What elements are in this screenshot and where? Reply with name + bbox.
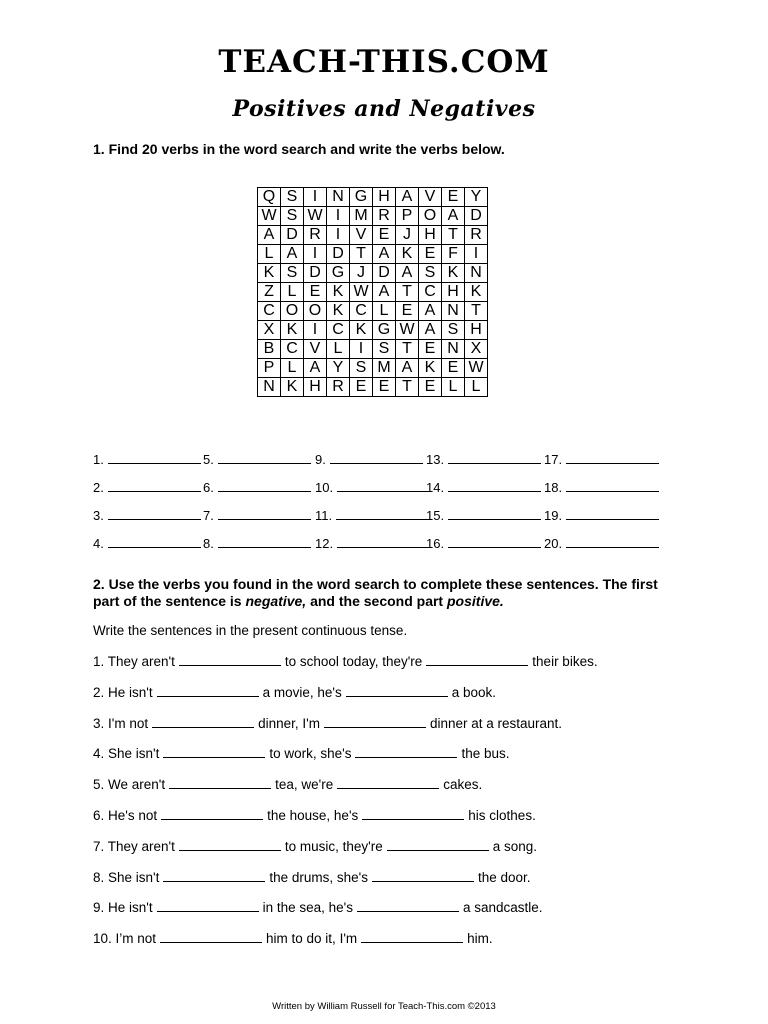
grid-row: [258, 226, 488, 245]
section-2-heading-line-2: part of the sentence is negative, and the second part positive.: [93, 593, 504, 609]
grid-row: [258, 321, 488, 340]
answer-item: [544, 479, 659, 495]
sentence-part-c: the bus.: [461, 746, 510, 762]
grid-cell: E: [442, 359, 465, 378]
sentence-part-b: a movie, he's: [262, 684, 342, 700]
grid-cell: E: [373, 226, 396, 245]
answer-number: 6.: [203, 480, 214, 495]
answer-item: [544, 507, 659, 523]
answer-blank[interactable]: [336, 507, 429, 520]
answer-number: 1.: [93, 452, 104, 467]
answer-blank[interactable]: [448, 535, 541, 548]
grid-cell: G: [327, 264, 350, 283]
grid-cell: H: [442, 283, 465, 302]
grid-cell: K: [442, 264, 465, 283]
answer-blank[interactable]: [566, 535, 659, 548]
grid-cell: I: [465, 245, 488, 264]
answer-blank[interactable]: [218, 507, 311, 520]
grid-cell: A: [396, 264, 419, 283]
sentence-part-a: 3. I'm not: [93, 715, 149, 731]
answer-blank[interactable]: [566, 451, 659, 464]
section-1-heading: 1. Find 20 verbs in the word search and write the verbs below.: [93, 141, 505, 157]
answer-item: [315, 479, 430, 495]
grid-cell: R: [327, 378, 350, 397]
answer-number: 16.: [426, 536, 445, 551]
negative-word: negative,: [245, 593, 307, 609]
sentence-part-a: 2. He isn't: [93, 684, 153, 700]
grid-cell: A: [281, 245, 304, 264]
grid-cell: K: [419, 359, 442, 378]
grid-cell: O: [304, 302, 327, 321]
answer-blank[interactable]: [218, 535, 311, 548]
sentence-blank-2[interactable]: [324, 715, 426, 728]
sentence-item: [93, 745, 510, 761]
answer-item: [315, 451, 423, 467]
answer-blank[interactable]: [108, 535, 201, 548]
sentence-blank-2[interactable]: [361, 930, 463, 943]
grid-cell: A: [396, 188, 419, 207]
grid-row: [258, 378, 488, 397]
answer-blank[interactable]: [448, 507, 541, 520]
answer-item: [203, 535, 311, 551]
sentence-part-c: a song.: [492, 838, 538, 854]
sentence-part-c: him.: [467, 931, 493, 947]
sentence-item: [93, 869, 531, 885]
grid-cell: H: [419, 226, 442, 245]
sentence-item: [93, 684, 496, 700]
worksheet-title: Positives and Negatives: [232, 96, 536, 122]
answer-blank[interactable]: [218, 479, 311, 492]
answer-blank[interactable]: [337, 479, 430, 492]
grid-cell: N: [327, 188, 350, 207]
sentence-part-a: 8. She isn't: [93, 869, 160, 885]
grid-cell: I: [304, 245, 327, 264]
grid-cell: R: [304, 226, 327, 245]
grid-cell: S: [281, 264, 304, 283]
instruction-text: Write the sentences in the present continuous tense.: [93, 623, 408, 638]
sentence-part-b: dinner, I'm: [258, 715, 320, 731]
grid-row: [258, 302, 488, 321]
grid-cell: K: [327, 283, 350, 302]
answer-item: [315, 535, 430, 551]
grid-cell: A: [373, 283, 396, 302]
answer-number: 9.: [315, 452, 326, 467]
grid-cell: L: [465, 378, 488, 397]
grid-cell: L: [281, 359, 304, 378]
grid-cell: K: [465, 283, 488, 302]
grid-cell: A: [373, 245, 396, 264]
sentence-item: [93, 930, 493, 946]
grid-cell: K: [258, 264, 281, 283]
grid-cell: D: [465, 207, 488, 226]
answer-number: 7.: [203, 508, 214, 523]
grid-cell: S: [281, 188, 304, 207]
grid-cell: T: [396, 378, 419, 397]
grid-cell: H: [373, 188, 396, 207]
grid-cell: X: [258, 321, 281, 340]
sentence-blank-1[interactable]: [163, 869, 265, 882]
grid-cell: K: [396, 245, 419, 264]
answer-item: [426, 479, 541, 495]
grid-cell: T: [465, 302, 488, 321]
grid-cell: B: [258, 340, 281, 359]
grid-cell: P: [258, 359, 281, 378]
site-title: TEACH-THIS.COM: [218, 44, 550, 80]
section-2-heading-line-1: 2. Use the verbs you found in the word search to complete these sentences. The first: [93, 576, 658, 592]
grid-cell: O: [419, 207, 442, 226]
grid-cell: J: [396, 226, 419, 245]
sentence-part-a: 9. He isn't: [93, 900, 153, 916]
grid-cell: N: [465, 264, 488, 283]
sentence-blank-2[interactable]: [387, 838, 489, 851]
grid-cell: W: [258, 207, 281, 226]
sentence-part-c: his clothes.: [468, 808, 536, 823]
answer-number: 2.: [93, 480, 104, 495]
sentence-blank-1[interactable]: [163, 745, 265, 758]
sentence-part-b: the drums, she's: [269, 869, 368, 885]
grid-cell: S: [419, 264, 442, 283]
sentence-blank-2[interactable]: [337, 776, 439, 789]
sentence-item: [93, 899, 543, 915]
answer-number: 20.: [544, 536, 563, 551]
answer-blank[interactable]: [566, 479, 659, 492]
positive-word: positive.: [447, 593, 504, 609]
grid-cell: R: [465, 226, 488, 245]
grid-cell: E: [373, 378, 396, 397]
grid-cell: A: [442, 207, 465, 226]
grid-cell: K: [281, 378, 304, 397]
grid-cell: E: [396, 302, 419, 321]
sentence-part-c: the door.: [478, 869, 531, 885]
sentence-item: [93, 807, 536, 823]
grid-cell: V: [304, 340, 327, 359]
sentence-blank-2[interactable]: [426, 653, 528, 666]
grid-cell: A: [419, 302, 442, 321]
grid-cell: A: [304, 359, 327, 378]
answer-blank[interactable]: [108, 479, 201, 492]
grid-cell: I: [327, 207, 350, 226]
grid-cell: C: [281, 340, 304, 359]
grid-cell: V: [350, 226, 373, 245]
grid-cell: Y: [465, 188, 488, 207]
answer-number: 15.: [426, 508, 445, 523]
answer-number: 5.: [203, 452, 214, 467]
sentence-blank-1[interactable]: [157, 899, 259, 912]
sentence-part-a: 5. We aren't: [93, 777, 166, 793]
answer-number: 3.: [93, 508, 104, 523]
grid-cell: J: [350, 264, 373, 283]
grid-cell: X: [465, 340, 488, 359]
answer-number: 12.: [315, 536, 334, 551]
grid-cell: H: [304, 378, 327, 397]
grid-cell: A: [258, 226, 281, 245]
word-search-grid: [257, 187, 488, 397]
grid-cell: F: [442, 245, 465, 264]
answer-item: [426, 451, 541, 467]
grid-cell: E: [350, 378, 373, 397]
sentence-blank-2[interactable]: [372, 869, 474, 882]
sentence-blank-2[interactable]: [362, 807, 464, 820]
sentence-part-b: tea, we're: [275, 777, 334, 793]
grid-cell: I: [327, 226, 350, 245]
answer-blank[interactable]: [108, 507, 201, 520]
grid-cell: T: [442, 226, 465, 245]
grid-cell: K: [327, 302, 350, 321]
grid-cell: A: [419, 321, 442, 340]
grid-cell: L: [442, 378, 465, 397]
grid-cell: M: [373, 359, 396, 378]
answer-blank[interactable]: [448, 451, 541, 464]
answer-item: [93, 479, 201, 495]
grid-cell: E: [442, 188, 465, 207]
answer-number: 8.: [203, 536, 214, 551]
answer-number: 13.: [426, 452, 445, 467]
grid-cell: L: [327, 340, 350, 359]
grid-cell: S: [442, 321, 465, 340]
answer-blank[interactable]: [108, 451, 201, 464]
answer-item: [93, 535, 201, 551]
grid-cell: D: [281, 226, 304, 245]
answer-blank[interactable]: [566, 507, 659, 520]
answer-number: 10.: [315, 480, 334, 495]
sentence-blank-1[interactable]: [179, 838, 281, 851]
grid-cell: C: [419, 283, 442, 302]
grid-cell: N: [258, 378, 281, 397]
sentence-blank-1[interactable]: [157, 684, 259, 697]
sentence-part-c: cakes.: [443, 777, 483, 793]
grid-cell: C: [327, 321, 350, 340]
grid-cell: A: [396, 359, 419, 378]
sentence-blank-1[interactable]: [179, 653, 281, 666]
answer-row: [93, 451, 733, 471]
grid-cell: K: [350, 321, 373, 340]
grid-cell: E: [419, 340, 442, 359]
answer-blank[interactable]: [218, 451, 311, 464]
grid-cell: T: [350, 245, 373, 264]
grid-row: [258, 359, 488, 378]
grid-cell: E: [419, 378, 442, 397]
sentence-blank-2[interactable]: [346, 684, 448, 697]
sentence-blank-1[interactable]: [169, 776, 271, 789]
grid-cell: Y: [327, 359, 350, 378]
grid-cell: L: [281, 283, 304, 302]
answer-item: [544, 451, 659, 467]
grid-cell: W: [304, 207, 327, 226]
grid-cell: O: [281, 302, 304, 321]
answer-blank[interactable]: [330, 451, 423, 464]
grid-cell: K: [281, 321, 304, 340]
answer-item: [315, 507, 429, 523]
sentence-part-a: 10. I’m not: [93, 931, 157, 947]
answer-blank[interactable]: [337, 535, 430, 548]
grid-cell: R: [373, 207, 396, 226]
grid-cell: E: [304, 283, 327, 302]
grid-cell: T: [396, 283, 419, 302]
answer-row: [93, 507, 733, 527]
answer-number: 19.: [544, 508, 563, 523]
answer-row: [93, 535, 733, 555]
grid-row: [258, 207, 488, 226]
answer-number: 4.: [93, 536, 104, 551]
grid-cell: P: [396, 207, 419, 226]
grid-cell: Z: [258, 283, 281, 302]
sentence-part-b: in the sea, he's: [262, 900, 353, 916]
grid-cell: D: [304, 264, 327, 283]
sentence-blank-1[interactable]: [152, 715, 254, 728]
sentence-item: [93, 838, 537, 854]
sentence-part-c: a book.: [451, 684, 497, 700]
grid-cell: I: [304, 321, 327, 340]
grid-cell: L: [258, 245, 281, 264]
sentence-item: [93, 776, 482, 792]
grid-cell: D: [373, 264, 396, 283]
grid-cell: W: [350, 283, 373, 302]
sentence-blank-2[interactable]: [357, 899, 459, 912]
grid-cell: V: [419, 188, 442, 207]
grid-cell: S: [373, 340, 396, 359]
sentence-part-b: to school today, they're: [284, 654, 423, 669]
grid-cell: L: [373, 302, 396, 321]
sentence-part-c: their bikes.: [532, 654, 598, 669]
grid-cell: H: [465, 321, 488, 340]
grid-cell: W: [396, 321, 419, 340]
grid-row: [258, 283, 488, 302]
sentence-part-a: 6. He's not: [93, 808, 158, 823]
sentence-part-c: a sandcastle.: [463, 900, 543, 916]
sentence-blank-1[interactable]: [161, 807, 263, 820]
grid-cell: I: [304, 188, 327, 207]
grid-cell: N: [442, 340, 465, 359]
sentence-part-b: the house, he's: [267, 808, 359, 823]
grid-cell: W: [465, 359, 488, 378]
footer-credit: Written by William Russell for Teach-This.com ©2013: [272, 1001, 496, 1012]
grid-row: [258, 245, 488, 264]
grid-cell: S: [281, 207, 304, 226]
answer-item: [544, 535, 659, 551]
grid-cell: I: [350, 340, 373, 359]
sentence-part-b: to music, they're: [284, 838, 383, 854]
answer-number: 14.: [426, 480, 445, 495]
sentence-part-b: him to do it, I'm: [266, 931, 358, 947]
answer-number: 18.: [544, 480, 563, 495]
answer-number: 11.: [315, 508, 333, 523]
grid-row: [258, 340, 488, 359]
answer-item: [203, 507, 311, 523]
grid-row: [258, 188, 488, 207]
answer-item: [203, 479, 311, 495]
sentence-blank-2[interactable]: [355, 745, 457, 758]
sentence-part-c: dinner at a restaurant.: [429, 715, 563, 731]
grid-cell: E: [419, 245, 442, 264]
answer-item: [93, 507, 201, 523]
answer-row: [93, 479, 733, 499]
grid-cell: T: [396, 340, 419, 359]
sentence-item: [93, 653, 598, 669]
grid-cell: D: [327, 245, 350, 264]
section-2-heading: [93, 576, 658, 610]
grid-row: [258, 264, 488, 283]
grid-cell: C: [350, 302, 373, 321]
grid-cell: C: [258, 302, 281, 321]
grid-cell: M: [350, 207, 373, 226]
grid-cell: G: [373, 321, 396, 340]
grid-cell: N: [442, 302, 465, 321]
grid-cell: G: [350, 188, 373, 207]
answer-item: [203, 451, 311, 467]
answer-blank[interactable]: [448, 479, 541, 492]
sentence-part-a: 7. They aren't: [93, 838, 175, 854]
answer-item: [426, 535, 541, 551]
sentence-blank-1[interactable]: [160, 930, 262, 943]
sentence-part-a: 4. She isn't: [93, 746, 160, 762]
grid-cell: S: [350, 359, 373, 378]
sentence-part-a: 1. They aren't: [93, 654, 175, 669]
sentence-item: [93, 715, 562, 731]
answer-item: [426, 507, 541, 523]
grid-cell: Q: [258, 188, 281, 207]
sentence-part-b: to work, she's: [269, 746, 352, 762]
answer-item: [93, 451, 201, 467]
answer-number: 17.: [544, 452, 563, 467]
